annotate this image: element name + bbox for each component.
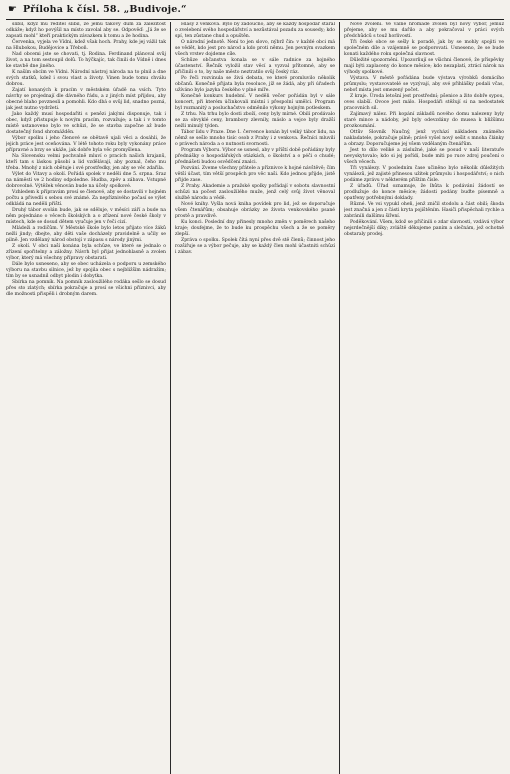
column-1 <box>6 22 166 774</box>
article-paragraph: Nad obcemi jste se chovati, tj. Rodina. Ferdinand plánoval svůj život, a na tom sestoupil dolů. To hýčkajíc, tak činili do Vídně i dnes ke stavbě dne jiného. <box>6 52 166 69</box>
article-paragraph: Mládeži a rodičům. V Městské škole bylo letos přijato více žáků nežli jindy; dbejte, aby děti vaše docházely pravidelně a učily se pilně. Jen vzdělaný národ obstojí v zápasu s národy jinými. <box>6 226 166 243</box>
article-paragraph: Nové zvolení. Ve valné hromadě zvolen byl nový výbor, jemuž přejeme, aby se mu dařilo a aby pokračoval v práci svých předchůdců s touž horlivostí. <box>344 22 504 39</box>
column-3 <box>344 22 504 774</box>
article-paragraph: Dále bylo usneseno, aby se obec ucházela o podporu u zemského výboru na stavbu silnice, jež by spojila obec s nejbližším nádražím; tím by se usnadnil odbyt plodin i dobytka. <box>6 262 166 279</box>
article-columns <box>6 20 504 774</box>
article-paragraph: Schůze občanstva konala se v sále radnice za hojného účastenství. Řečník vyložil stav věcí a vyzval přítomné, aby se přičinili o to, by naše město neztratilo svůj český ráz. <box>175 58 335 75</box>
pointing-hand-icon: ☛ <box>8 4 17 15</box>
article-paragraph: Jest to dílo veliké a záslužné, jaké se posud v naší literatuře nevyskytovalo; kdo si jej pořídí, bude míti po ruce zdroj poučení o všech věcech. <box>344 148 504 165</box>
article-paragraph: Tři vynálezy. V posledním čase učiněno bylo několik důležitých vynálezů, jež zajisté přinesou užitek průmyslu i hospodářství; o nich podáme zprávu v některém příštím čísle. <box>344 166 504 183</box>
article-paragraph: Výlet do Vitavy a okolí. Pořádá spolek v neděli dne 5. srpna. Sraz na náměstí ve 2 hodiny odpoledne. Hudba, zpěv a zábava. Vstupné dobrovolné. Výtěžek věnován bude na účely spolkové. <box>6 172 166 189</box>
supplement-title: Příloha k čísl. 58. „Budivoje.“ <box>22 4 187 15</box>
article-paragraph: Tři české obce se sešly k poradě, jak by se mohly spojiti ve společném díle a vzájemně se podporovati. Usneseno, že se bude konati každého roku společná slavnost. <box>344 40 504 57</box>
article-paragraph: Druhý tábor svolán bude, jak se sděluje, v měsíci září a bude na něm pojednáno o věcech školských a o zřízení nové české školy v místech, kde se dosud dětem vyučuje jen v řeči cizí. <box>6 208 166 225</box>
article-paragraph: Různé. Ve vsi vypukl oheň, jenž zničil stodolu a část obilí; škoda jest značná a jen z části kryta pojištěním. Hasiči přispěchali rychle a zabránili dalšímu šíření. <box>344 202 504 219</box>
article-paragraph: Pozvání. Zveme všechny přátele a příznivce k hojné návštěvě; čím větší účast, tím větší prospěch pro věc naši. Kdo jednou přijde, jistě přijde zase. <box>175 166 335 183</box>
article-paragraph: Ku konci. Poslední dny přinesly mnoho změn v poměrech našeho kraje; doufejme, že to bude ku prospěchu všech a že se poměry zlepší. <box>175 220 335 237</box>
article-paragraph: slíbil, když mu ředitel slíbil, že jemu takový dům za záležitost odkáže; když ho povýšil na místo zavolal aby se. Odpověď: „Já že se zapsati mohl“ kteří praktickým závazkem k tomu a že hodina. <box>6 22 166 39</box>
article-paragraph: Z kraje. Úroda letošní jest prostřední; pšenice a žito dobře sypou, oves slabší. Ovoce jest málo. Hospodáři stěžují si na nedostatek pracovních sil. <box>344 94 504 111</box>
article-paragraph: Jako každý musí hospodařiti s penězi jakými disponuje, tak i obec, když přistupuje k novým pracím, rozvažuje; a tak i v tomto místě ustanoveno bylo ve schůzi, že se stavba započne až bude dostatečný fond shromážděn. <box>6 112 166 135</box>
article-paragraph: Hlasy z venkova. Bylo by žádoucno, aby se každý hospodář staral o zvelebení svého hospodářství a nezůstával pozadu za sousedy; kdo spí, ten zůstane chud a opuštěn. <box>175 22 335 39</box>
article-paragraph: Zajímavý nález. Při kopání základů nového domu nalezeny byly staré mince a nádoby, jež byly odevzdány do musea k bližšímu prozkoumání. <box>344 112 504 129</box>
article-paragraph: Výstava. V městě pořádána bude výstava výrobků domácího průmyslu; vystavovatelé se vyzývají, aby své přihlášky podali včas, neboť místa jest omezený počet. <box>344 76 504 93</box>
article-paragraph: Na Slovensku velmi pochvalně mluví o pracích našich krajanů, kteří tam s láskou působí a lid vzdělávají, aby poznal, čeho mu třeba. Mnohý z nich obětuje i své prostředky, jen aby se věc zdařila. <box>6 154 166 171</box>
article-paragraph: Konečně konkurs hudební. V neděli večer pořádán byl v sále koncert, při kterém účinkovali místní i přespolní umělci. Program byl rozmanitý a posluchačstvo odměnilo výkony hojným potleskem. <box>175 94 335 111</box>
article-paragraph: Důležité upozornění. Upozorňují se všichni členové, že příspěvky mají býti zaplaceny do konce měsíce; kdo nezaplatí, ztrácí nárok na výhody spolkové. <box>344 58 504 75</box>
article-paragraph: Zpráva o spolku. Spolek čítá nyní přes dvě stě členů; činnost jeho rozšiřuje se a výbor pečuje, aby se každý člen mohl účastniti schůzí i zábav. <box>175 238 335 255</box>
article-paragraph: Vzhledem k přípravám prosí se členové, aby se dostavili v hojném počtu a přivedli s sebou své známé. Za nepříznivého počasí se výlet odkládá na neděli příští. <box>6 190 166 207</box>
column-divider <box>339 22 340 774</box>
article-paragraph: Program Výboru. Výbor se usnesl, aby v příští době pořádány byly přednášky o hospodářských otázkách, o školství a o péči o chudé; přednášeti budou osvědčení znalci. <box>175 148 335 165</box>
article-paragraph: Z Prahy. Akademie a pražské spolky pořádají v sobotu slavnostní schůzi na počest zasloužilého muže, jenž celý svůj život věnoval službě národu a vědě. <box>175 184 335 201</box>
article-paragraph: Po řeči rozvinula se živá debata, ve které promluvilo několik občanů. Konečně přijata byla resoluce, jíž se žádá, aby při úřadech užíváno bylo jazyka českého v plné míře. <box>175 76 335 93</box>
article-paragraph: Poděkování. Všem, kdož se přičinili o zdar slavnosti, vzdává výbor nejsrdečnější díky; zvláště děkujeme paním a slečnám, jež ochotně obstaraly prodej. <box>344 220 504 237</box>
article-paragraph: Z trhu. Na trhu bylo dosti zboží, ceny byly mírné. Obilí prodávalo se za obvyklé ceny, brambory zlevnily, máslo a vejce byly dražší nežli minulý týden. <box>175 112 335 129</box>
article-paragraph: Zajatí konaných k pracím v městském úřadě na vsích. Tyto návrhy se projednají dle dávného řádu, a z jiných míst přijdou, aby obecné blaho povznesli a pomohli. Kdo dbá o svůj lid, snadno pozná, jak jest nutno vydržeti. <box>6 88 166 111</box>
article-paragraph: Červenka, vyjela ve Vídni, kdež však hoch. Prahy, kde jej vážil tak na Hlubokou, Budějovice a Třeboň. <box>6 40 166 51</box>
article-paragraph: K naším obcím ve Vídni. Národní nástroj národa na to plnil a dne svých statků, kdež i svou vlast a životy. Vinen bude tomu chválu dobrou. <box>6 70 166 87</box>
article-paragraph: Z úřadů. Úřad oznamuje, že lhůta k podávání žádostí se prodlužuje do konce měsíce; žádosti podány buďte písemně a opatřeny potřebnými doklady. <box>344 184 504 201</box>
article-paragraph: Tábor lidu v Praze. Dne 1. července konán byl velký tábor lidu, na němž se sešlo mnoho tisíc osob z Prahy i z venkova. Řečníci mluvili o právech národa a o nutnosti svornosti. <box>175 130 335 147</box>
article-paragraph: O národní jednotě. Není to jen slovo, nýbrž čin: v každé obci má se vědět, kdo jest pro národ a kdo proti němu. Jen pevným svazkem všech vrstev dojdeme cíle. <box>175 40 335 57</box>
article-paragraph: Ottův Slovník Naučný, jenž vychází nákladem známého nakladatele, pokračuje pilně; právě vyšel nový sešit s mnoha články a obrazy. Doporučujeme jej všem vzdělaným čtenářům. <box>344 130 504 147</box>
column-2 <box>175 22 335 774</box>
article-paragraph: Z okolí. V obci naší konána byla schůze, ve které se jednalo o zřízení spořitelny a záložny. Návrh byl přijat jednohlasně a zvolen výbor, který má všechny přípravy obstarati. <box>6 244 166 261</box>
column-divider <box>170 22 171 774</box>
page-header <box>6 4 504 20</box>
article-paragraph: Nové knihy. Vyšla nová kniha povídek pro lid, jež se doporučuje všem čtenářům; obsahuje obrázky ze života venkovského psané prostě a pravdivě. <box>175 202 335 219</box>
article-paragraph: Sbírka na pomník. Na pomník zasloužilého rodáka sešlo se dosud přes sto zlatých; sbírka pokračuje a prosí se všichni příznivci, aby dle možnosti přispěli i drobným darem. <box>6 280 166 297</box>
article-paragraph: Výbor spolku i jeho členové se obětavě ujali věci a dosáhli, že jejich práce jest oceňována. V létě tohoto roku byly vykonány práce přípravné a brzy se ukáže, jak dobře byla věc promyšlena. <box>6 136 166 153</box>
